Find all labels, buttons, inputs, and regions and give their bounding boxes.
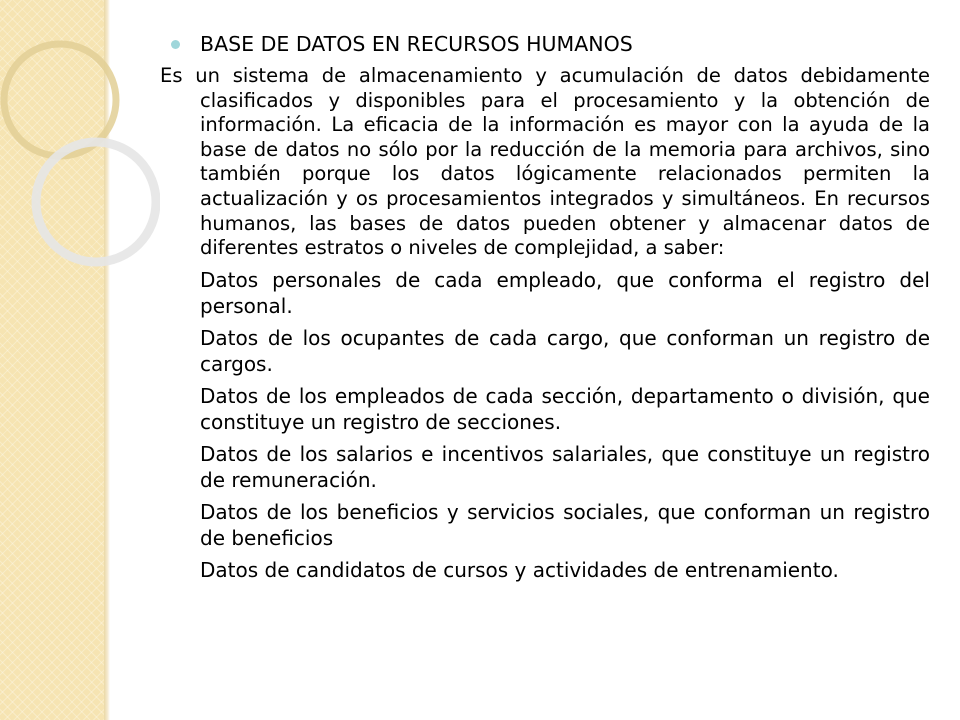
list-item: Datos de los ocupantes de cada cargo, que conforman un registro de cargos. bbox=[200, 325, 930, 376]
intro-paragraph: Es un sistema de almacenamiento y acumulación de datos debidamente clasificados y disponibles para el procesamiento y la obtención de información. La eficacia de la información es mayor con la ayuda de la base de datos no sólo por la reducción de la memoria para archivos, sino también porque los datos lógicamente relacionados permiten la actualización y os procesamientos integrados y simultáneos. En recursos humanos, las bases de datos pueden obtener y almacenar datos de diferentes estratos o niveles de complejidad, a saber: bbox=[160, 64, 930, 260]
slide-content bbox=[160, 30, 930, 583]
list-item: Datos de los empleados de cada sección, departamento o división, que constituye un registro de secciones. bbox=[200, 383, 930, 434]
list-item: Datos de los beneficios y servicios sociales, que conforman un registro de beneficios bbox=[200, 499, 930, 550]
list-item: Datos de los salarios e incentivos salariales, que constituye un registro de remuneración. bbox=[200, 441, 930, 492]
decorative-rings bbox=[0, 0, 160, 320]
heading-row bbox=[160, 30, 930, 58]
list-item: Datos de candidatos de cursos y actividades de entrenamiento. bbox=[200, 557, 839, 582]
slide-heading: BASE DE DATOS EN RECURSOS HUMANOS bbox=[200, 32, 633, 56]
list-item: Datos personales de cada empleado, que conforma el registro del personal. bbox=[200, 267, 930, 318]
bullet-dot-icon bbox=[171, 40, 180, 49]
decorative-ring-small bbox=[36, 142, 156, 262]
